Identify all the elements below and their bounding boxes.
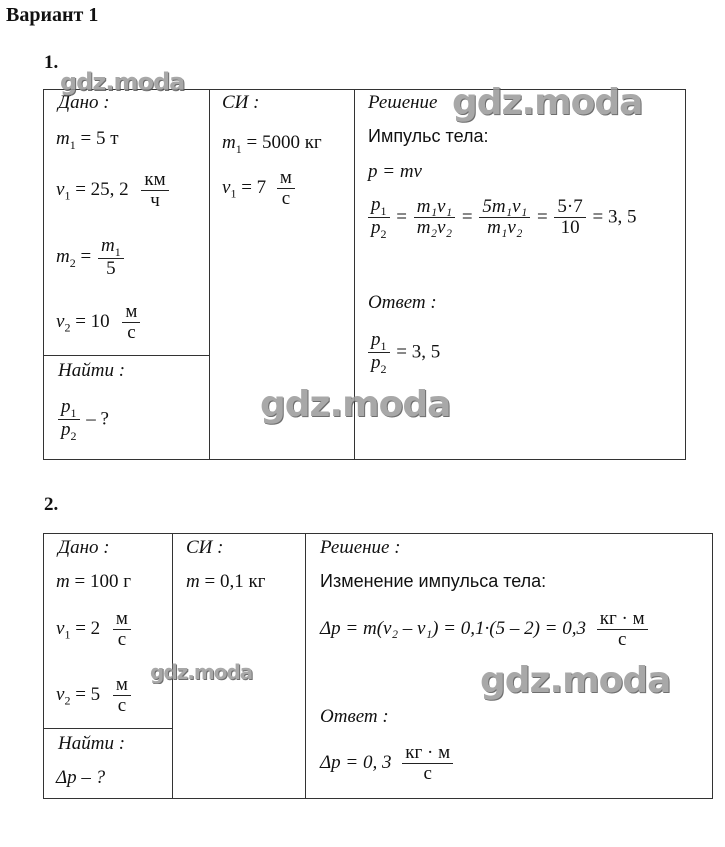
- task-1-find: $\frac{p_1}{p_2}$ – ?: [56, 397, 109, 443]
- task-2-v1: $v_1 = 2$ $\frac{м}{с}$: [56, 609, 133, 650]
- task-2-solution-line: Изменение импульса тела:: [320, 571, 547, 591]
- task-1-m1: $m_1 = 5$ т: [56, 128, 119, 152]
- task-1-solution-header: Решение: [368, 92, 438, 113]
- task-2-number: 2.: [44, 494, 59, 515]
- task-1-number: 1.: [44, 52, 59, 73]
- watermark-1: gdz.moda: [60, 68, 185, 96]
- task-1-v2: $v_2 = 10$ $\frac{м}{с}$: [56, 302, 142, 343]
- task-2-v2: $v_2 = 5$ $\frac{м}{с}$: [56, 675, 133, 716]
- task-1-given-header: Дано :: [58, 92, 110, 113]
- task-2-si-m: m = 0,1 кг: [186, 571, 266, 592]
- watermark-2: gdz.moda: [452, 82, 643, 123]
- task-1-calculation: $\frac{p_1}{p_2}$ = $\frac{\text{m₁v₁}}{\text{m₂v₂}}$ = $\frac{\text{5m₁v₁}}{\text{m₁v₂}}$ = $\frac{5\cdot 7}{10}$ = 3, 5: [366, 195, 636, 241]
- watermark-5: gdz.moda: [480, 660, 671, 701]
- task-1-answer: $\frac{p_1}{p_2}$ = 3, 5: [366, 330, 440, 376]
- task-2-divider-find: [43, 728, 173, 729]
- watermark-3: gdz.moda: [260, 384, 451, 425]
- task-1-solution-line: Импульс тела:: [368, 126, 489, 146]
- task-2-find: Δp – ?: [56, 767, 106, 788]
- task-2-find-header: Найти :: [58, 733, 126, 754]
- task-2-answer: Δp = 0, 3 $\frac{кг \cdot м}{с}$: [320, 743, 455, 784]
- task-1-si-header: СИ :: [222, 92, 260, 113]
- task-2-si-header: СИ :: [186, 537, 224, 558]
- task-1-find-header: Найти :: [58, 360, 126, 381]
- task-2-calculation: Δp = m(v₂ – v₁) = 0,1·(5 – 2) = 0,3 $\frac{кг \cdot м}{с}$: [320, 609, 650, 650]
- task-1-divider-find: [43, 355, 210, 356]
- watermark-4: gdz.moda: [150, 660, 253, 684]
- task-1-v1: $v_1 = 25$, 2 $\frac{км}{ч}$: [56, 170, 171, 211]
- task-1-si-v1: $v_1 = 7$ $\frac{м}{с}$: [222, 168, 297, 209]
- task-2-given-header: Дано :: [58, 537, 110, 558]
- task-2-solution-header: Решение :: [320, 537, 401, 558]
- task-1-answer-header: Ответ :: [368, 292, 437, 313]
- task-1-m2: $m_2$ = $\frac{m_1}{5}$: [56, 236, 126, 279]
- page-title: Вариант 1: [6, 4, 99, 26]
- task-2-divider-2: [305, 533, 306, 799]
- task-1-divider-1: [209, 89, 210, 460]
- task-1-si-m1: $m_1 = 5000$ кг: [222, 132, 322, 156]
- task-2-answer-header: Ответ :: [320, 706, 389, 727]
- task-2-m: m = 100 г: [56, 571, 131, 592]
- task-1-formula: p = mv: [368, 161, 422, 182]
